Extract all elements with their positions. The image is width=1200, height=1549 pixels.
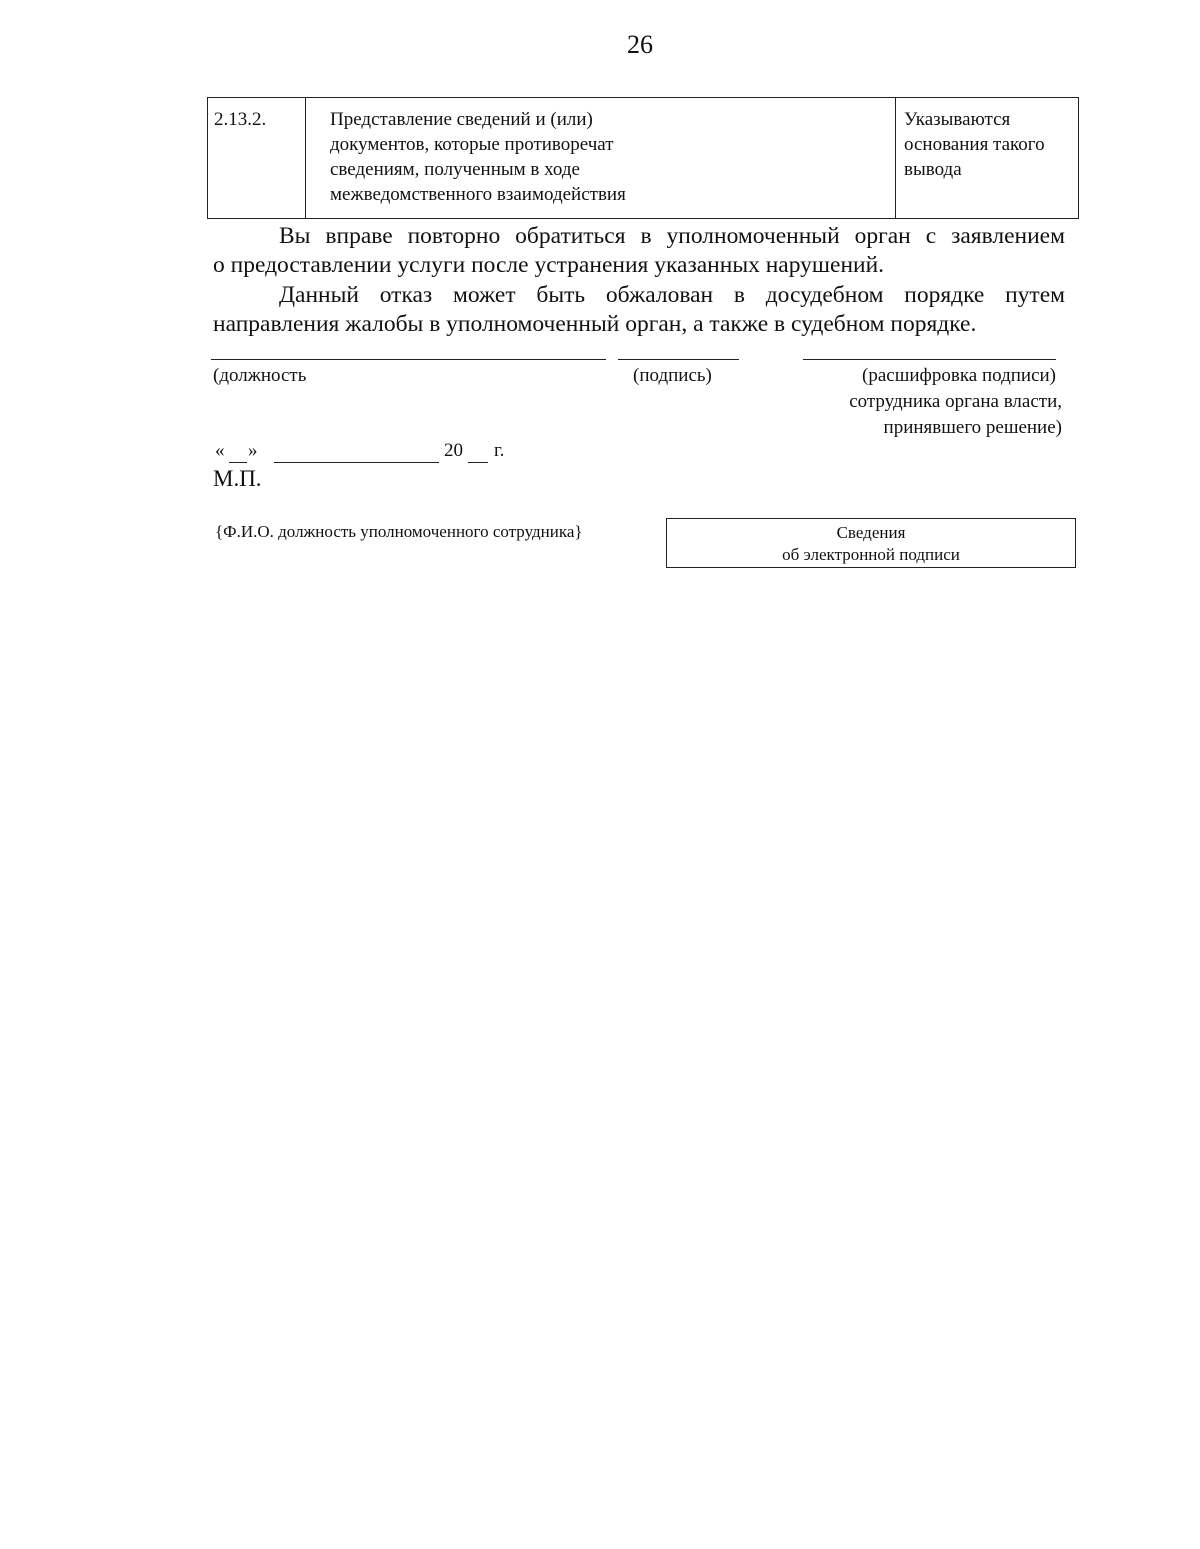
esignature-line: об электронной подписи: [782, 545, 960, 564]
signature-blank-line: [618, 359, 739, 360]
reason-note-cell: Указываются основания такого вывода: [904, 109, 1045, 180]
paragraph-line: Вы вправе повторно обратиться в уполномоченный орган с заявлением: [279, 223, 1065, 249]
paragraph-line: направления жалобы в уполномоченный орган, а также в судебном порядке.: [213, 311, 977, 337]
electronic-signature-box: [666, 518, 1076, 568]
signature-caption: (подпись): [633, 365, 712, 386]
position-blank-line: [211, 359, 606, 360]
date-open-quote: «: [215, 440, 225, 461]
position-caption: (должность: [213, 365, 307, 386]
decoding-caption-line: сотрудника органа власти,: [849, 391, 1062, 412]
year-suffix: г.: [494, 440, 505, 461]
refusal-reasons-table-row: [207, 97, 1079, 219]
reapply-paragraph: [213, 222, 1065, 280]
page-number: 26: [627, 30, 653, 59]
stamp-place-label: М.П.: [213, 466, 262, 491]
appeal-paragraph: [213, 281, 1065, 339]
year-prefix: 20: [444, 440, 463, 461]
day-blank-line: [229, 462, 247, 463]
esignature-line: Сведения: [836, 523, 906, 542]
reason-text-cell: [306, 98, 896, 218]
paragraph-line: о предоставлении услуги после устранения указанных нарушений.: [213, 252, 885, 278]
reason-text-line: документов, которые противоречат: [330, 134, 614, 155]
reason-text-line: сведениям, полученным в ходе: [330, 159, 580, 180]
month-blank-line: [274, 462, 439, 463]
employee-placeholder: {Ф.И.О. должность уполномоченного сотрудника}: [215, 522, 583, 541]
reason-text-line: межведомственного взаимодействия: [330, 184, 626, 205]
date-close-quote: »: [248, 440, 258, 461]
reason-text-line: Представление сведений и (или): [330, 109, 593, 130]
decoding-caption-line: принявшего решение): [883, 417, 1062, 438]
year-blank-line: [468, 462, 488, 463]
reason-number-cell: 2.13.2.: [208, 98, 306, 218]
paragraph-line: Данный отказ может быть обжалован в досудебном порядке путем: [279, 282, 1065, 308]
decoding-caption-line: (расшифровка подписи): [862, 365, 1056, 386]
decoding-caption: [760, 363, 1062, 441]
decoding-blank-line: [803, 359, 1056, 360]
